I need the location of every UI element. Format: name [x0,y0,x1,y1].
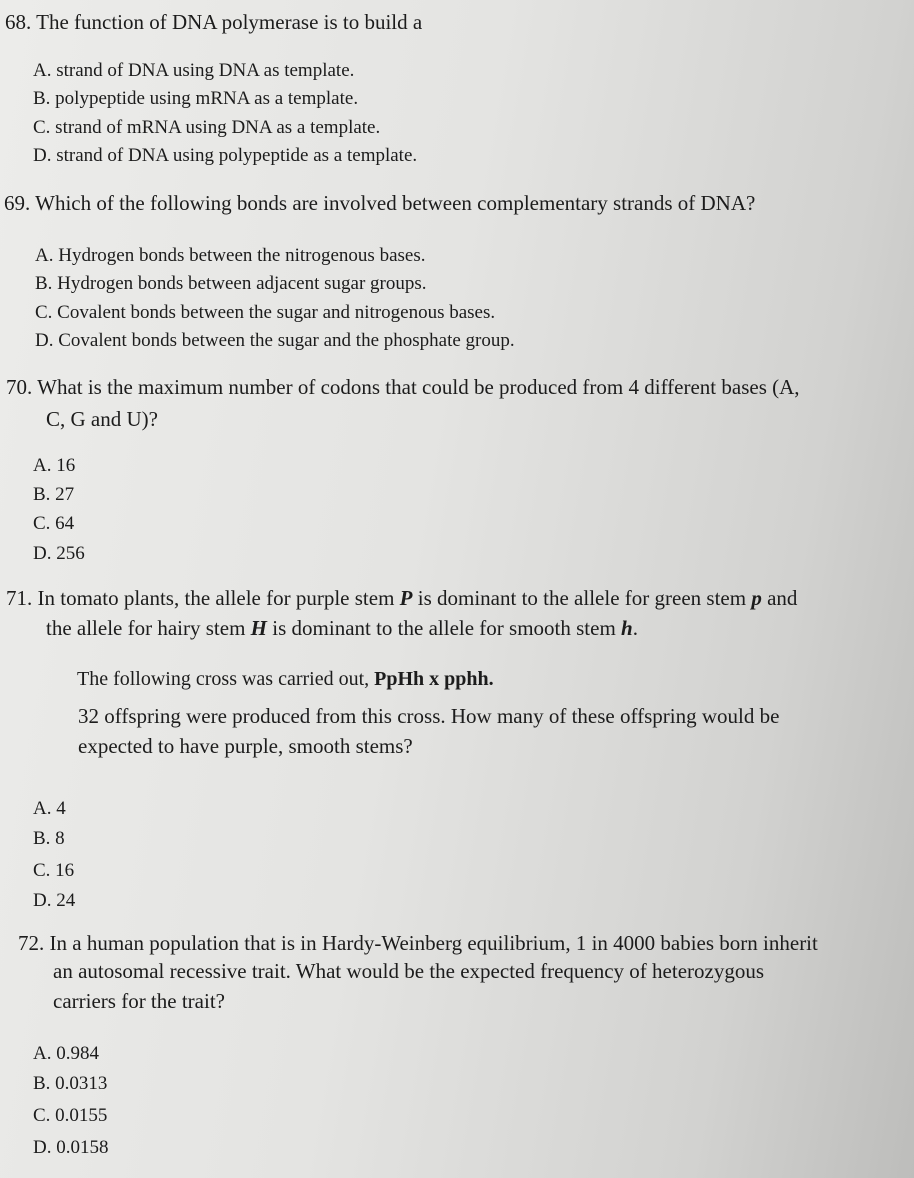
option-70-a: A. 16 [33,455,76,476]
option-72-d: D. 0.0158 [33,1137,109,1158]
option-68-c: C. strand of mRNA using DNA as a template. [33,117,381,138]
question-paragraph-cont: expected to have purple, smooth stems? [78,734,413,758]
question-number: 68. [5,10,32,34]
question-number: 69. [4,191,31,215]
question-number: 70. [6,375,33,399]
option-70-d: D. 256 [33,543,85,564]
option-72-c: C. 0.0155 [33,1105,108,1126]
question-text-cont [46,616,638,640]
question-text: What is the maximum number of codons that could be produced from 4 different bases (A, [37,375,800,399]
question-68 [5,10,422,34]
option-71-b: B. 8 [33,828,65,849]
option-68-d: D. strand of DNA using polypeptide as a template. [33,145,418,166]
question-69 [4,191,755,215]
question-text-cont: an autosomal recessive trait. What would be the expected frequency of heterozygous [53,959,765,983]
allele-symbol: H [250,616,268,640]
option-69-c: C. Covalent bonds between the sugar and nitrogenous bases. [35,302,496,323]
question-text-cont: carriers for the trait? [53,989,225,1013]
option-69-d: D. Covalent bonds between the sugar and the phosphate group. [35,330,515,351]
option-71-c: C. 16 [33,860,75,881]
option-71-d: D. 24 [33,890,76,911]
allele-symbol: p [751,586,762,610]
option-71-a: A. 4 [33,798,66,819]
option-72-a: A. 0.984 [33,1043,99,1064]
question-text: Which of the following bonds are involved between complementary strands of DNA? [35,191,756,215]
option-70-b: B. 27 [33,484,75,505]
question-71 [6,586,797,610]
option-72-b: B. 0.0313 [33,1073,108,1094]
question-text: In a human population that is in Hardy-Weinberg equilibrium, 1 in 4000 babies born inherit [49,931,818,955]
option-69-b: B. Hydrogen bonds between adjacent sugar groups. [35,273,427,294]
question-text-cont: C, G and U)? [46,407,158,431]
cross-line [77,667,494,691]
option-68-b: B. polypeptide using mRNA as a template. [33,88,359,109]
question-text: In tomato plants, the allele for purple stem [37,586,395,610]
question-text: and [767,586,798,610]
question-number: 72. [18,931,45,955]
question-72 [18,931,818,955]
option-68-a: A. strand of DNA using DNA as template. [33,60,355,81]
question-text: is dominant to the allele for green stem [417,586,747,610]
question-text: the allele for hairy stem [46,616,246,640]
question-text: is dominant to the allele for smooth stem [272,616,616,640]
option-69-a: A. Hydrogen bonds between the nitrogenous bases. [35,245,426,266]
cross-genotypes: PpHh x pphh. [374,668,494,690]
cross-text: The following cross was carried out, [77,668,370,690]
question-70 [6,375,800,399]
option-70-c: C. 64 [33,513,75,534]
question-number: 71. [6,586,33,610]
question-text: The function of DNA polymerase is to build a [36,10,423,34]
period: . [632,616,638,640]
allele-symbol: h [621,616,633,640]
question-paragraph: 32 offspring were produced from this cross. How many of these offspring would be [78,704,780,728]
allele-symbol: P [399,586,413,610]
